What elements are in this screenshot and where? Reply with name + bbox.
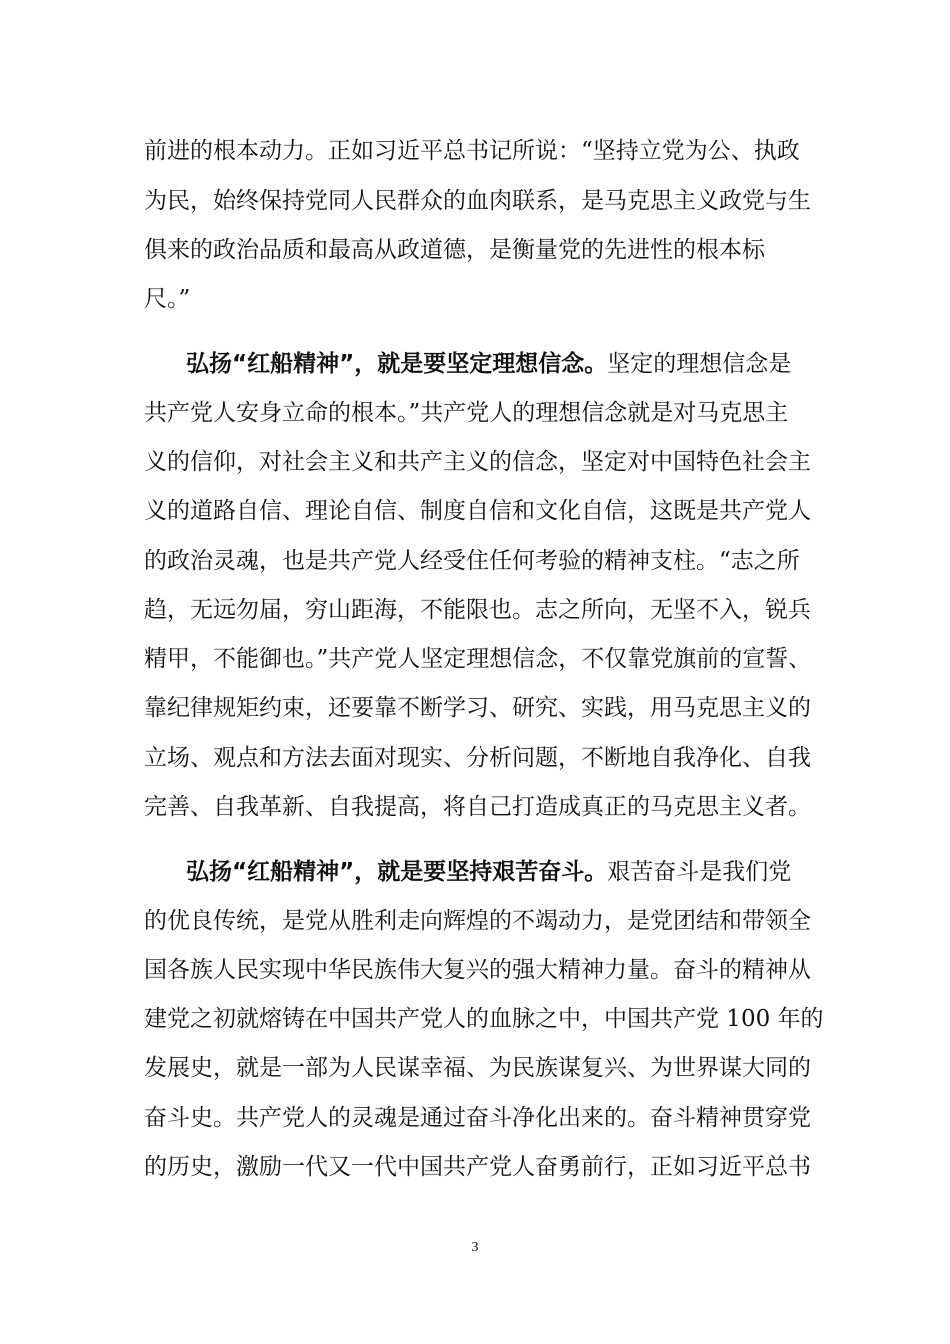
paragraph-lead-text: 艰苦奋斗是我们党 — [607, 859, 792, 885]
paragraph-first-line — [186, 855, 791, 889]
text-line: 靠纪律规矩约束，还要靠不断学习、研究、实践，用马克思主义的 — [144, 695, 811, 721]
text-line: 的历史，激励一代又一代中国共产党人奋勇前行，正如习近平总书 — [144, 1154, 811, 1180]
paragraph-first-line — [186, 347, 791, 381]
text-line: 为民，始终保持党同人民群众的血肉联系，是马克思主义政党与生 — [144, 188, 811, 214]
text-line: 发展史，就是一部为人民谋幸福、为民族谋复兴、为世界谋大同的 — [144, 1055, 811, 1081]
text-line: 趋，无远勿届，穷山距海，不能限也。志之所向，无坚不入，锐兵 — [144, 597, 811, 623]
text-line: 国各族人民实现中华民族伟大复兴的强大精神力量。奋斗的精神从 — [144, 957, 811, 983]
text-line: 的政治灵魂，也是共产党人经受住任何考验的精神支柱。“志之所 — [144, 548, 800, 574]
text-line: 立场、观点和方法去面对现实、分析问题，不断地自我净化、自我 — [144, 745, 811, 771]
paragraph-heading: 弘扬“红船精神”，就是要坚持艰苦奋斗。 — [186, 859, 608, 885]
text-line: 完善、自我革新、自我提高，将自己打造成真正的马克思主义者。 — [144, 794, 811, 820]
text-line: 建党之初就熔铸在中国共产党人的血脉之中，中国共产党 100 年的 — [144, 1006, 824, 1032]
paragraph-lead-text: 坚定的理想信念是 — [607, 351, 792, 377]
text-line: 前进的根本动力。正如习近平总书记所说：“坚持立党为公、执政 — [144, 138, 800, 164]
text-line: 义的信仰，对社会主义和共产主义的信念，坚定对中国特色社会主 — [144, 449, 811, 475]
text-line: 共产党人安身立命的根本。”共产党人的理想信念就是对马克思主 — [144, 400, 789, 426]
text-line: 尺。” — [144, 286, 191, 312]
page-number: 3 — [471, 1240, 479, 1255]
text-line: 义的道路自信、理论自信、制度自信和文化自信，这既是共产党人 — [144, 498, 811, 524]
text-line: 精甲，不能御也。”共产党人坚定理想信念，不仅靠党旗前的宣誓、 — [144, 646, 812, 672]
text-line: 的优良传统，是党从胜利走向辉煌的不竭动力，是党团结和带领全 — [144, 908, 811, 934]
text-line: 奋斗史。共产党人的灵魂是通过奋斗净化出来的。奋斗精神贯穿党 — [144, 1105, 811, 1131]
text-line: 俱来的政治品质和最高从政道德，是衡量党的先进性的根本标 — [144, 237, 765, 263]
paragraph-heading: 弘扬“红船精神”，就是要坚定理想信念。 — [186, 351, 608, 377]
